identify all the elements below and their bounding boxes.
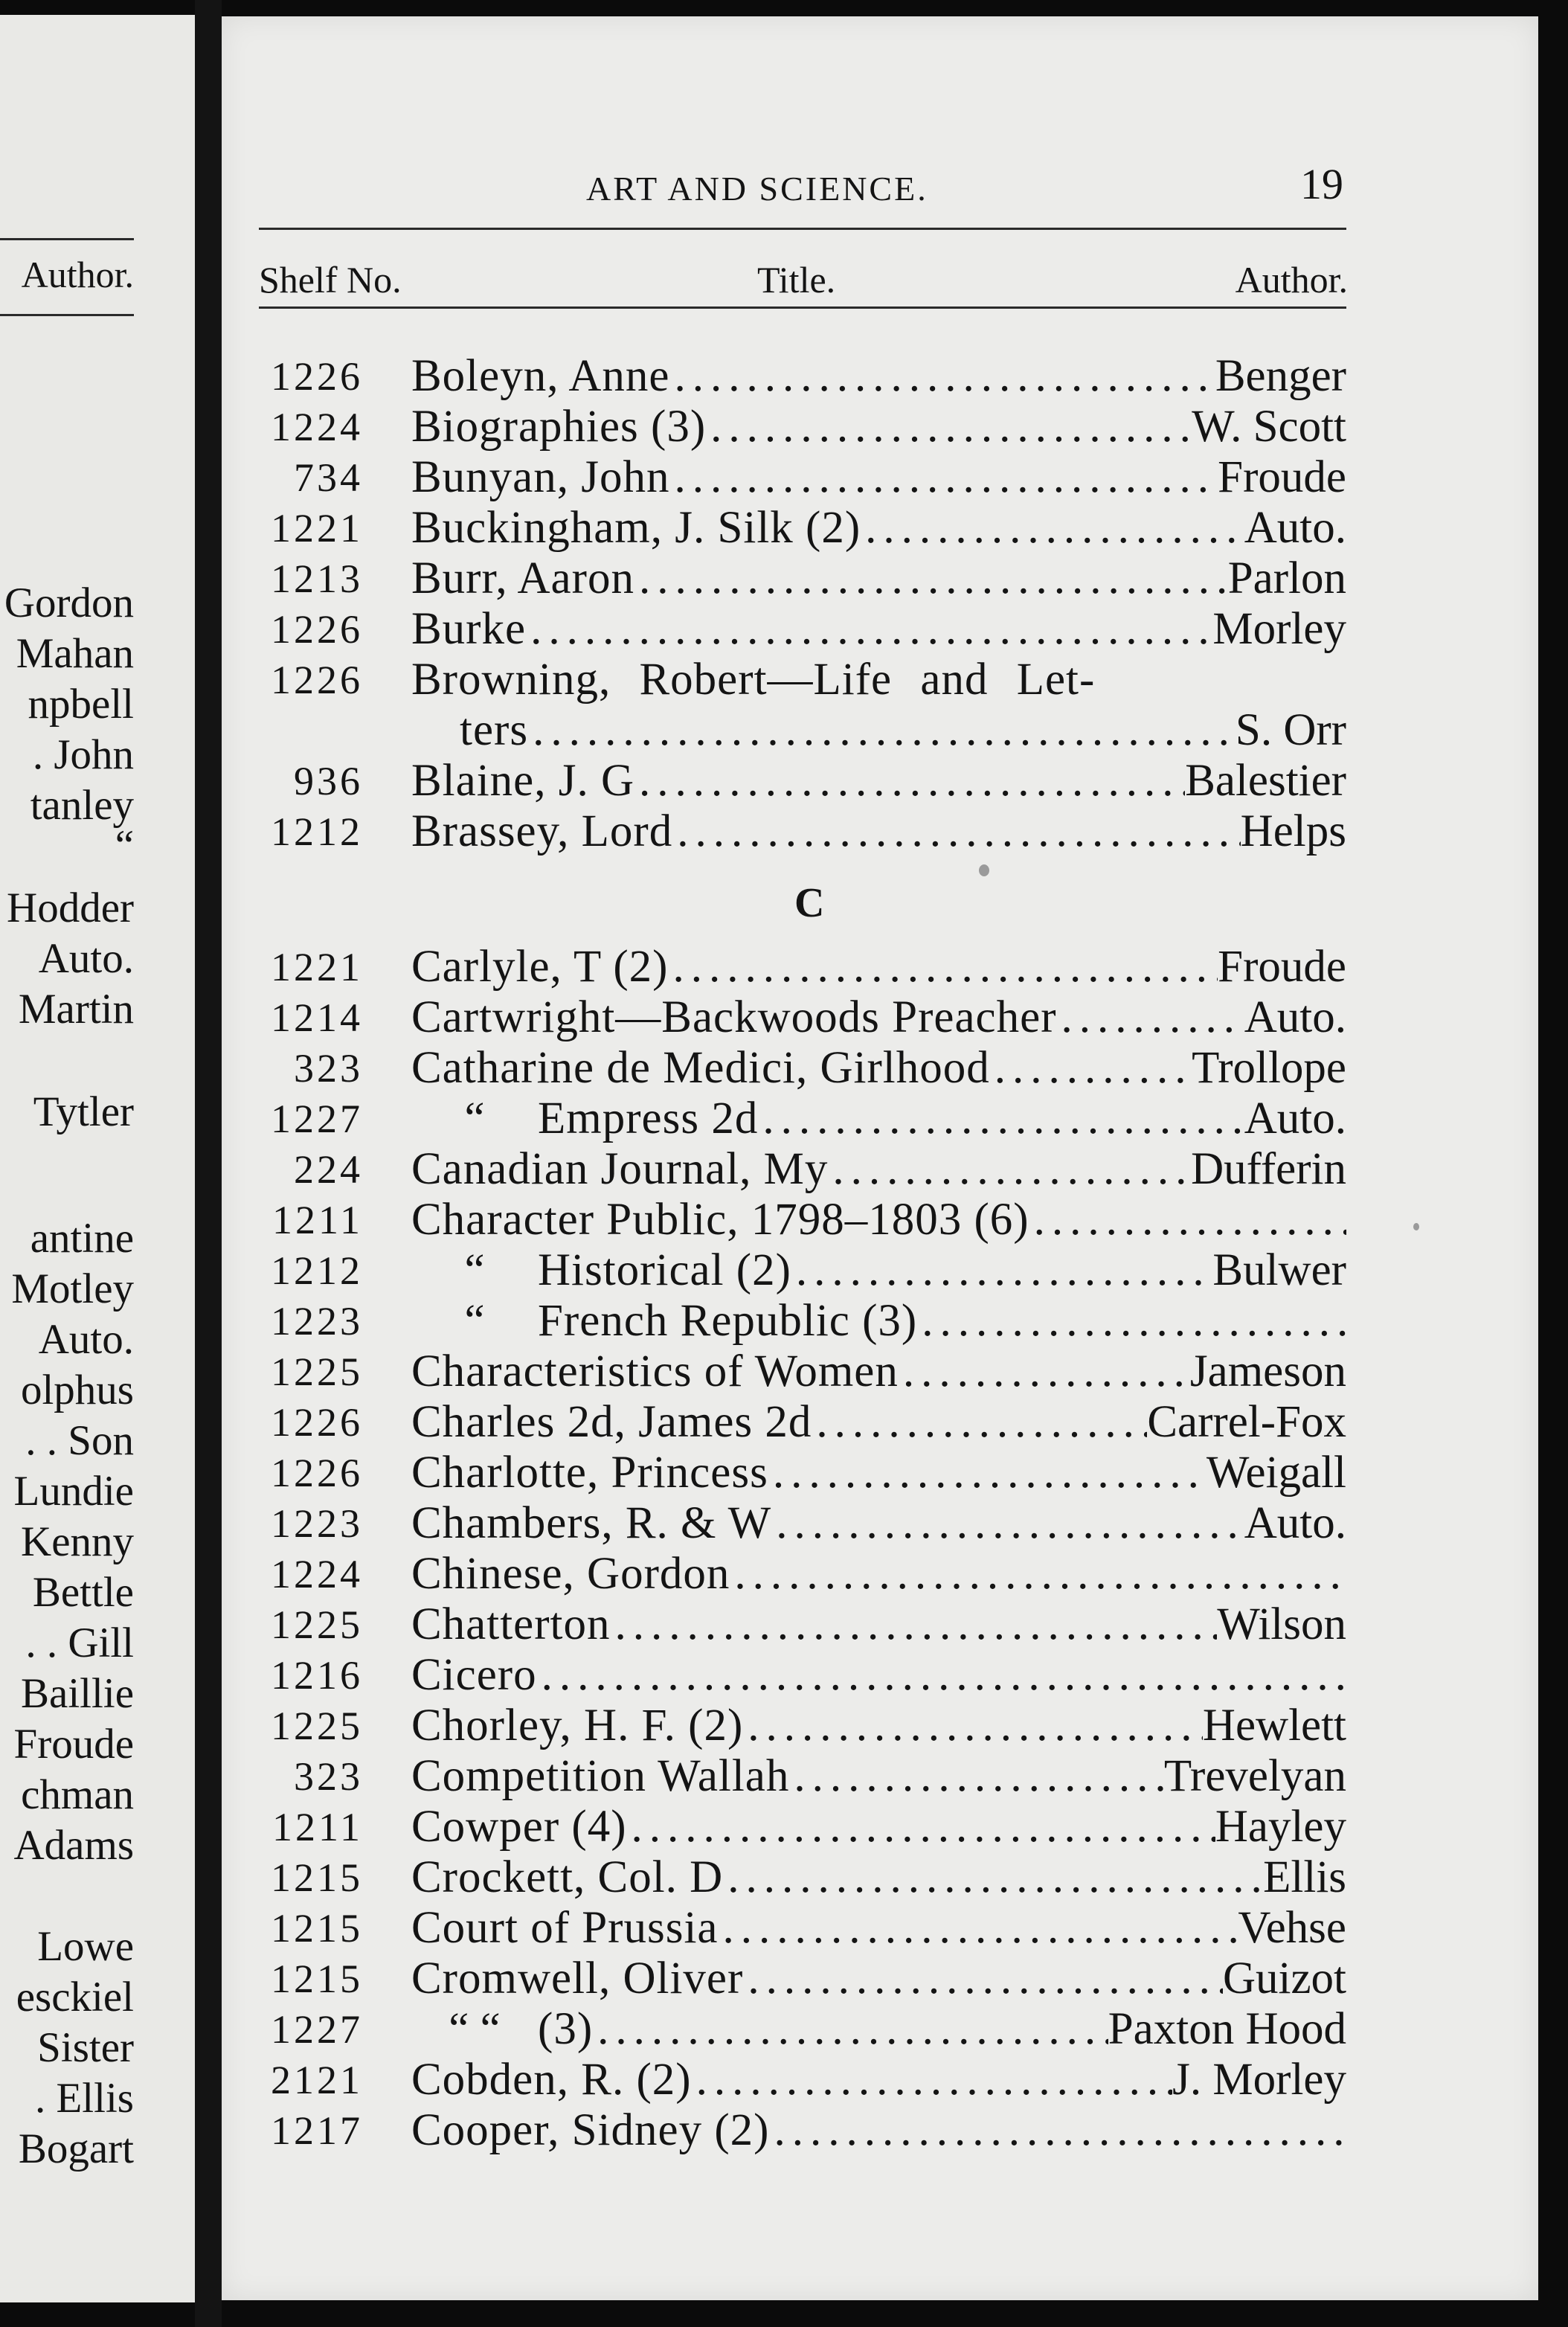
entry-title: Boleyn, Anne bbox=[411, 351, 670, 401]
left-author-name: Adams bbox=[13, 1822, 134, 1869]
entry-title: Court of Prussia bbox=[411, 1903, 719, 1953]
catalog-page bbox=[222, 16, 1538, 2300]
dot-leader bbox=[730, 1549, 1346, 1599]
catalog-entry bbox=[222, 705, 1352, 756]
dot-leader bbox=[593, 2004, 1108, 2055]
entry-title: Cicero bbox=[411, 1650, 537, 1700]
entry-author: Auto. bbox=[1244, 1498, 1346, 1548]
paper-speck bbox=[1413, 1223, 1419, 1230]
entry-line bbox=[411, 655, 1346, 705]
entry-line bbox=[411, 2105, 1346, 2156]
dot-leader bbox=[719, 1903, 1238, 1954]
entry-line bbox=[411, 1347, 1346, 1397]
header-rule-top bbox=[0, 238, 134, 240]
entry-line bbox=[411, 1498, 1346, 1549]
entry-author: Benger bbox=[1215, 351, 1346, 401]
left-author-name: Kenny bbox=[21, 1518, 134, 1565]
shelf-number: 1214 bbox=[271, 995, 363, 1040]
entry-title: Burke bbox=[411, 604, 527, 654]
entry-author: Auto. bbox=[1244, 503, 1346, 553]
entry-author: Auto. bbox=[1244, 1094, 1346, 1143]
entry-title: Carlyle, T (2) bbox=[411, 942, 669, 992]
catalog-entry bbox=[222, 2004, 1352, 2055]
entry-line bbox=[411, 1094, 1346, 1144]
entry-title: Charlotte, Princess bbox=[411, 1448, 768, 1498]
catalog-entry bbox=[222, 1751, 1352, 1802]
entry-author: Weigall bbox=[1206, 1448, 1346, 1498]
dot-leader bbox=[611, 1599, 1218, 1650]
entry-line bbox=[411, 1751, 1346, 1802]
entry-title: (3) bbox=[538, 2004, 594, 2054]
dot-leader bbox=[771, 1498, 1244, 1549]
left-author-name: Lowe bbox=[37, 1923, 134, 1970]
entry-title: Buckingham, J. Silk (2) bbox=[411, 503, 861, 553]
entry-title: Character Public, 1798–1803 (6) bbox=[411, 1195, 1029, 1245]
left-author-name: Tytler bbox=[33, 1088, 134, 1135]
entry-author: Froude bbox=[1218, 942, 1346, 992]
entry-author: Guizot bbox=[1222, 1954, 1346, 2003]
catalog-entry bbox=[222, 553, 1352, 604]
entry-title: Crockett, Col. D bbox=[411, 1852, 724, 1902]
catalog-entry bbox=[222, 942, 1352, 992]
left-author-name: olphus bbox=[20, 1367, 134, 1413]
entry-line bbox=[411, 992, 1346, 1043]
catalog-entry bbox=[222, 1094, 1352, 1144]
left-author-name: Sister bbox=[37, 2024, 134, 2071]
left-author-name: npbell bbox=[28, 681, 134, 728]
dot-leader bbox=[768, 1448, 1206, 1498]
shelf-number: 224 bbox=[294, 1147, 363, 1192]
left-author-header: Author. bbox=[21, 254, 134, 295]
entry-title: ters bbox=[460, 705, 529, 755]
entry-line bbox=[411, 1802, 1346, 1852]
entry-line bbox=[411, 1954, 1346, 2004]
entry-line bbox=[411, 1448, 1346, 1498]
left-author-name: . Ellis bbox=[34, 2075, 134, 2122]
left-author-name: . . Gill bbox=[25, 1620, 134, 1666]
ditto-mark: “ bbox=[464, 1245, 485, 1295]
title-column-header: Title. bbox=[757, 259, 836, 301]
entry-title: Chinese, Gordon bbox=[411, 1549, 730, 1599]
left-author-name: Bogart bbox=[18, 2125, 134, 2172]
entry-line bbox=[411, 1852, 1346, 1903]
entry-line bbox=[411, 1245, 1346, 1296]
catalog-entry bbox=[222, 1245, 1352, 1296]
header-rule-bottom bbox=[0, 314, 134, 316]
dot-leader bbox=[789, 1751, 1164, 1802]
entry-title: Biographies (3) bbox=[411, 402, 707, 452]
shelf-number: 1221 bbox=[271, 945, 363, 989]
entry-author: Morley bbox=[1212, 604, 1346, 654]
dot-leader bbox=[627, 1802, 1215, 1852]
entry-author: Hewlett bbox=[1202, 1701, 1346, 1750]
entry-line bbox=[411, 402, 1346, 452]
shelf-number: 1224 bbox=[271, 405, 363, 449]
left-author-name: Gordon bbox=[4, 580, 134, 626]
dot-leader bbox=[692, 2055, 1173, 2105]
entry-line bbox=[411, 351, 1346, 402]
dot-leader bbox=[899, 1347, 1190, 1397]
left-author-name: chman bbox=[21, 1771, 134, 1818]
catalog-entry bbox=[222, 655, 1352, 705]
catalog-entry bbox=[222, 1498, 1352, 1549]
left-author-name: Auto. bbox=[38, 935, 134, 982]
catalog-entry bbox=[222, 1903, 1352, 1954]
shelf-number: 1223 bbox=[271, 1501, 363, 1546]
shelf-number: 1212 bbox=[271, 1248, 363, 1293]
shelf-number: 1226 bbox=[271, 607, 363, 652]
shelf-number: 1223 bbox=[271, 1299, 363, 1344]
dot-leader bbox=[861, 503, 1244, 553]
dot-leader bbox=[706, 402, 1192, 452]
entry-line bbox=[411, 2004, 1346, 2055]
dot-leader bbox=[723, 1852, 1263, 1903]
left-author-name: antine bbox=[30, 1215, 134, 1262]
entry-line bbox=[411, 553, 1346, 604]
header-rule-bottom bbox=[259, 306, 1346, 309]
left-author-name: . John bbox=[32, 731, 134, 778]
shelf-number: 1226 bbox=[271, 1451, 363, 1495]
dot-leader bbox=[528, 705, 1236, 756]
dot-leader bbox=[1029, 1195, 1346, 1245]
shelf-number: 1226 bbox=[271, 1400, 363, 1445]
left-author-name: . . Son bbox=[25, 1417, 134, 1464]
entry-title: Cooper, Sidney (2) bbox=[411, 2105, 770, 2155]
catalog-entry bbox=[222, 756, 1352, 806]
entry-line bbox=[411, 1397, 1346, 1448]
entry-author: Bulwer bbox=[1212, 1245, 1346, 1295]
entry-title: Brassey, Lord bbox=[411, 806, 673, 856]
shelf-number: 1217 bbox=[271, 2108, 363, 2153]
entry-title: French Republic (3) bbox=[538, 1296, 918, 1346]
entry-line bbox=[411, 806, 1346, 857]
entry-author: Trollope bbox=[1192, 1043, 1346, 1093]
entry-author: Helps bbox=[1240, 806, 1346, 856]
entry-author: Auto. bbox=[1244, 992, 1346, 1042]
dot-leader bbox=[669, 351, 1215, 402]
shelf-number: 1225 bbox=[271, 1602, 363, 1647]
entry-author: Froude bbox=[1218, 452, 1346, 502]
dot-leader bbox=[1057, 992, 1244, 1043]
shelf-number: 1216 bbox=[271, 1653, 363, 1698]
entry-line bbox=[411, 604, 1346, 655]
shelf-number: 734 bbox=[294, 455, 363, 500]
dot-leader bbox=[672, 806, 1240, 857]
shelf-number: 1227 bbox=[271, 1097, 363, 1141]
entry-line bbox=[411, 1144, 1346, 1195]
dot-leader bbox=[743, 1701, 1203, 1751]
page-number: 19 bbox=[1300, 160, 1343, 208]
entry-title: Chambers, R. & W bbox=[411, 1498, 772, 1548]
shelf-column-header: Shelf No. bbox=[259, 259, 402, 301]
catalog-entry bbox=[222, 1397, 1352, 1448]
entry-title: Browning, Robert—Life and Let- bbox=[411, 655, 1096, 704]
entry-author: Wilson bbox=[1217, 1599, 1346, 1649]
shelf-number: 1225 bbox=[271, 1704, 363, 1748]
entry-line bbox=[411, 1043, 1346, 1094]
entry-line bbox=[411, 2055, 1346, 2105]
dot-leader bbox=[990, 1043, 1192, 1094]
left-author-name: “ bbox=[115, 822, 134, 869]
header-rule-top bbox=[259, 228, 1346, 230]
catalog-entry bbox=[222, 1954, 1352, 2004]
entry-line bbox=[411, 756, 1346, 806]
shelf-number: 1215 bbox=[271, 1906, 363, 1951]
ditto-mark: “ bbox=[464, 1296, 485, 1346]
catalog-entry bbox=[222, 1347, 1352, 1397]
entry-title: Cowper (4) bbox=[411, 1802, 627, 1852]
left-author-name: Motley bbox=[11, 1265, 134, 1312]
entry-title: Chatterton bbox=[411, 1599, 611, 1649]
catalog-entry bbox=[222, 1195, 1352, 1245]
shelf-number: 1213 bbox=[271, 556, 363, 601]
left-author-name: Mahan bbox=[16, 630, 134, 677]
ditto-mark: “ bbox=[464, 1094, 485, 1143]
shelf-number: 2121 bbox=[271, 2058, 363, 2102]
catalog-entry bbox=[222, 1599, 1352, 1650]
catalog-entry bbox=[222, 2055, 1352, 2105]
catalog-entry bbox=[222, 351, 1352, 402]
catalog-entry bbox=[222, 1549, 1352, 1599]
left-author-name: Hodder bbox=[7, 885, 134, 931]
dot-leader bbox=[743, 1954, 1223, 2004]
entry-line bbox=[460, 705, 1346, 756]
section-letter: C bbox=[794, 880, 825, 926]
entry-title: Empress 2d bbox=[538, 1094, 759, 1143]
catalog-entry bbox=[222, 806, 1352, 857]
catalog-entry bbox=[222, 452, 1352, 503]
entry-line bbox=[411, 1296, 1346, 1347]
dot-leader bbox=[812, 1397, 1147, 1448]
running-head: ART AND SCIENCE. bbox=[586, 170, 928, 208]
shelf-number: 323 bbox=[294, 1046, 363, 1091]
shelf-number: 1211 bbox=[272, 1198, 363, 1242]
entry-author: Hayley bbox=[1215, 1802, 1346, 1852]
dot-leader bbox=[758, 1094, 1244, 1144]
entry-title: Cobden, R. (2) bbox=[411, 2055, 692, 2105]
dot-leader bbox=[917, 1296, 1346, 1347]
shelf-number: 1215 bbox=[271, 1855, 363, 1900]
entry-author: Paxton Hood bbox=[1108, 2004, 1346, 2054]
entry-author: Trevelyan bbox=[1163, 1751, 1346, 1801]
entry-line bbox=[411, 1650, 1346, 1701]
shelf-number: 1226 bbox=[271, 354, 363, 399]
entry-author: Vehse bbox=[1238, 1903, 1346, 1953]
entry-title: Canadian Journal, My bbox=[411, 1144, 829, 1194]
dot-leader bbox=[526, 604, 1212, 655]
shelf-number: 1227 bbox=[271, 2007, 363, 2052]
entry-line bbox=[411, 1195, 1346, 1245]
dot-leader bbox=[668, 942, 1218, 992]
entry-title: Characteristics of Women bbox=[411, 1347, 899, 1396]
author-column-header: Author. bbox=[1235, 259, 1348, 301]
shelf-number: 1211 bbox=[272, 1805, 363, 1849]
book-gutter bbox=[195, 0, 222, 2327]
left-author-name: Bettle bbox=[32, 1569, 134, 1616]
entry-line bbox=[411, 452, 1346, 503]
entry-title: Catharine de Medici, Girlhood bbox=[411, 1043, 990, 1093]
entry-author: Parlon bbox=[1227, 553, 1346, 603]
shelf-number: 1224 bbox=[271, 1552, 363, 1596]
catalog-entry bbox=[222, 1448, 1352, 1498]
dot-leader bbox=[791, 1245, 1213, 1296]
entry-author: Dufferin bbox=[1191, 1144, 1346, 1194]
left-author-name: Lundie bbox=[13, 1468, 134, 1515]
left-author-name: esckiel bbox=[16, 1974, 134, 2021]
entry-title: Chorley, H. F. (2) bbox=[411, 1701, 744, 1750]
shelf-number: 1221 bbox=[271, 506, 363, 551]
entry-title: Cromwell, Oliver bbox=[411, 1954, 744, 2003]
catalog-entry bbox=[222, 2105, 1352, 2156]
previous-page-edge bbox=[0, 15, 195, 2302]
entry-author: Carrel-Fox bbox=[1147, 1397, 1346, 1447]
shelf-number: 936 bbox=[294, 759, 363, 803]
catalog-entry bbox=[222, 402, 1352, 452]
entry-line bbox=[411, 942, 1346, 992]
entry-line bbox=[411, 503, 1346, 553]
dot-leader bbox=[537, 1650, 1346, 1701]
shelf-number: 1212 bbox=[271, 809, 363, 854]
entry-title: Cartwright—Backwoods Preacher bbox=[411, 992, 1057, 1042]
entry-title: Burr, Aaron bbox=[411, 553, 634, 603]
dot-leader bbox=[634, 553, 1228, 604]
catalog-entry bbox=[222, 1701, 1352, 1751]
shelf-number: 1225 bbox=[271, 1349, 363, 1394]
entry-author: Ellis bbox=[1263, 1852, 1346, 1902]
left-author-name: Baillie bbox=[21, 1670, 134, 1717]
dot-leader bbox=[670, 452, 1218, 503]
entry-line bbox=[411, 1549, 1346, 1599]
catalog-entry bbox=[222, 503, 1352, 553]
dot-leader bbox=[828, 1144, 1191, 1195]
catalog-entry bbox=[222, 1296, 1352, 1347]
entry-author: S. Orr bbox=[1235, 705, 1346, 755]
catalog-entry bbox=[222, 992, 1352, 1043]
entry-line bbox=[411, 1701, 1346, 1751]
entry-line bbox=[411, 1599, 1346, 1650]
paper-speck bbox=[979, 864, 989, 876]
ditto-mark: “ “ bbox=[449, 2004, 501, 2054]
entry-author: Jameson bbox=[1189, 1347, 1346, 1396]
entry-author: Balestier bbox=[1185, 756, 1346, 806]
entry-author: W. Scott bbox=[1192, 402, 1346, 452]
left-author-name: Froude bbox=[13, 1721, 134, 1768]
shelf-number: 1215 bbox=[271, 1957, 363, 2001]
dot-leader bbox=[769, 2105, 1346, 2156]
entry-title: Competition Wallah bbox=[411, 1751, 790, 1801]
catalog-entry bbox=[222, 1650, 1352, 1701]
entry-author: J. Morley bbox=[1172, 2055, 1346, 2105]
entry-title: Bunyan, John bbox=[411, 452, 670, 502]
entry-line bbox=[411, 1903, 1346, 1954]
catalog-entry bbox=[222, 1802, 1352, 1852]
entry-title: Charles 2d, James 2d bbox=[411, 1397, 812, 1447]
catalog-entry bbox=[222, 1852, 1352, 1903]
shelf-number: 323 bbox=[294, 1754, 363, 1799]
catalog-entry bbox=[222, 1043, 1352, 1094]
catalog-entry bbox=[222, 604, 1352, 655]
left-author-name: Auto. bbox=[38, 1316, 134, 1363]
shelf-number: 1226 bbox=[271, 658, 363, 702]
entry-title: Historical (2) bbox=[538, 1245, 791, 1295]
entry-title: Blaine, J. G bbox=[411, 756, 635, 806]
left-author-name: tanley bbox=[30, 782, 134, 829]
left-author-name: Martin bbox=[18, 986, 134, 1033]
dot-leader bbox=[634, 756, 1185, 806]
catalog-entry bbox=[222, 1144, 1352, 1195]
